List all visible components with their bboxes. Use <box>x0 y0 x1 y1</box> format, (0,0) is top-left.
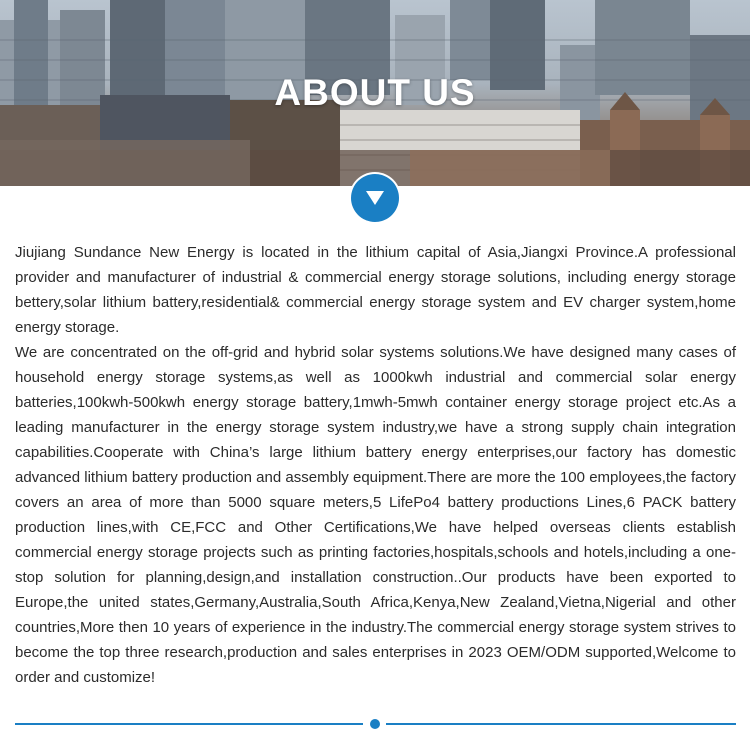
chevron-down-icon <box>365 190 385 206</box>
divider-line-left <box>15 723 363 725</box>
about-content <box>15 240 736 690</box>
page-title: ABOUT US <box>274 72 476 113</box>
about-paragraph: We are concentrated on the off-grid and hybrid solar systems solutions.We have designed many cases of household energy storage systems,as well as 1000kwh industrial and commercial solar energy batteries,100kwh-500kwh energy storage battery,1mwh-5mwh container energy storage project etc.As a leading manufacturer in the energy storage system industry,we have a strong supply chain integration capabilities.Cooperate with China’s large lithium battery energy enterprises,our factory has domestic advanced lithium battery production and assembly equipment.There are more the 100 employees,the factory covers an area of more than 5000 square meters,5 LifePo4 battery productions Lines,6 PACK battery production lines,with CE,FCC and Other Certifications,We have helped overseas clients establish commercial energy storage projects such as printing factories,hospitals,schools and hotels,including a one-stop solution for planning,design,and installation construction..Our products have been exported to Europe,the united states,Germany,Australia,South Africa,Kenya,New Zealand,Vietna,Nigerial and other countries,More then 10 years of experience in the industry.The commercial energy storage system strives to become the top three research,production and sales enterprises in 2023 OEM/ODM supported,Welcome to order and customize! <box>15 344 736 686</box>
about-paragraph: Jiujiang Sundance New Energy is located in the lithium capital of Asia,Jiangxi Province.A professional provider and manufacturer of industrial & commercial energy storage solutions, including energy storage bettery,solar lithium battery,residential& commercial energy storage system and EV charger system,home energy storage. <box>15 244 736 336</box>
section-divider <box>15 723 736 725</box>
scroll-down-button[interactable] <box>351 174 399 222</box>
hero-banner <box>0 0 750 186</box>
divider-dot <box>370 719 380 729</box>
divider-line-right <box>386 723 736 725</box>
